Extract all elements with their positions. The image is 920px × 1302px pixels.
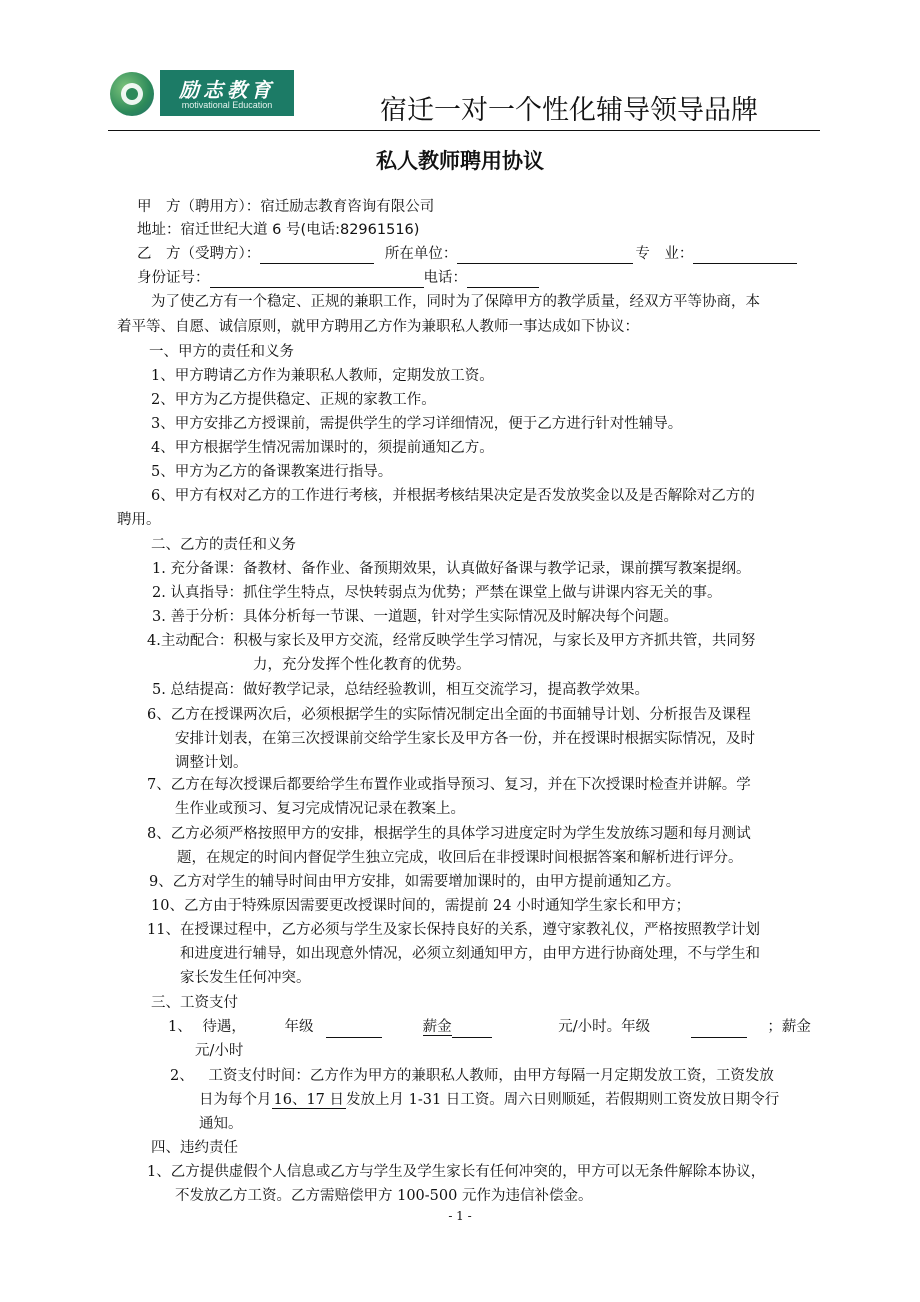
section2-item: 10、乙方由于特殊原因需要更改授课时间的，需提前 24 小时通知学生家长和甲方； bbox=[151, 898, 691, 914]
section1-item: 1、甲方聘请乙方作为兼职私人教师，定期发放工资。 bbox=[151, 368, 494, 384]
section2-heading: 二、乙方的责任和义务 bbox=[151, 537, 296, 553]
section2-item: 1. 充分备课：备教材、备作业、备预期效果，认真做好备课与教学记录，课前撰写教案提纲。 bbox=[152, 561, 751, 577]
pay-time-line-3: 通知。 bbox=[199, 1116, 243, 1132]
grade-blank-2[interactable] bbox=[691, 1021, 747, 1038]
section1-item: 4、甲方根据学生情况需加课时的，须提前通知乙方。 bbox=[151, 440, 494, 456]
section2-item: 8、乙方必须严格按照甲方的安排，根据学生的具体学习进度定时为学生发放练习题和每月测试 bbox=[147, 826, 751, 842]
salary-line bbox=[168, 1017, 811, 1038]
major-blank[interactable] bbox=[693, 247, 797, 264]
page-number: - 1 - bbox=[448, 1209, 472, 1223]
section4-item-cont: 不发放乙方工资。乙方需赔偿甲方 100-500 元作为违信补偿金。 bbox=[175, 1188, 593, 1204]
address-value: 宿迁世纪大道 6 号(电话:82961516) bbox=[180, 222, 420, 238]
section2-item: 3. 善于分析：具体分析每一节课、一道题，针对学生实际情况及时解决每个问题。 bbox=[152, 609, 678, 625]
salary-unit-2: 元/小时 bbox=[195, 1043, 244, 1059]
phone-label: 电话： bbox=[423, 270, 467, 286]
section4-heading: 四、违约责任 bbox=[151, 1140, 238, 1156]
pay-blank-1[interactable] bbox=[452, 1021, 492, 1038]
section2-item: 5. 总结提高：做好教学记录，总结经验教训，相互交流学习，提高教学效果。 bbox=[152, 682, 649, 698]
salary-a: 待遇， bbox=[202, 1019, 246, 1035]
pay-day-suffix: 发放上月 1-31 日工资。周六日则顺延，若假期则工资发放日期令行 bbox=[346, 1092, 780, 1108]
id-label: 身份证号： bbox=[137, 270, 210, 286]
party-a-label: 甲 方（聘用方）： bbox=[137, 199, 261, 215]
document-title: 私人教师聘用协议 bbox=[376, 149, 544, 173]
salary-grade-label-2: 。年级 bbox=[606, 1019, 651, 1035]
phone-blank[interactable] bbox=[467, 271, 539, 288]
section2-item: 11、在授课过程中，乙方必须与学生及家长保持良好的关系，遵守家教礼仪，严格按照教学计划 bbox=[147, 922, 760, 938]
section1-item-cont: 聘用。 bbox=[117, 512, 161, 528]
salary-grade-label: 年级 bbox=[284, 1019, 314, 1035]
pay-time-text: 工资支付时间：乙方作为甲方的兼职私人教师，由甲方每隔一月定期发放工资，工资发放 bbox=[208, 1068, 774, 1084]
logo bbox=[160, 70, 294, 116]
intro-line-1: 为了使乙方有一个稳定、正规的兼职工作，同时为了保障甲方的教学质量，经双方平等协商，本 bbox=[151, 294, 760, 310]
section2-item-cont: 力，充分发挥个性化教育的优势。 bbox=[253, 657, 471, 673]
pay-day-prefix: 日为每个月 bbox=[199, 1092, 272, 1108]
pay-time-num: 2、 bbox=[170, 1068, 194, 1084]
party-b-line bbox=[137, 244, 797, 264]
logo-english-text: motivational Education bbox=[181, 100, 273, 110]
header-slogan: 宿迁一对一个性化辅导领导品牌 bbox=[380, 95, 758, 126]
pay-day-value: 16、17 日 bbox=[273, 1092, 345, 1108]
section1-item: 5、甲方为乙方的备课教案进行指导。 bbox=[151, 464, 393, 480]
unit-label: 所在单位： bbox=[384, 246, 458, 262]
section3-heading: 三、工资支付 bbox=[151, 995, 238, 1011]
party-a-line bbox=[137, 197, 434, 217]
section2-item: 9、乙方对学生的辅导时间由甲方安排，如需要增加课时的，由甲方提前通知乙方。 bbox=[149, 874, 681, 890]
id-line bbox=[137, 268, 539, 288]
major-label: 专 业： bbox=[635, 246, 694, 262]
section2-item: 4.主动配合：积极与家长及甲方交流，经常反映学生学习情况，与家长及甲方齐抓共管，共同努 bbox=[147, 633, 756, 649]
section2-item-cont: 家长发生任何冲突。 bbox=[180, 970, 311, 986]
header-divider bbox=[108, 130, 820, 131]
logo-chinese-text: 励志教育 bbox=[179, 78, 275, 102]
section2-item-cont: 生作业或预习、复习完成情况记录在教案上。 bbox=[175, 801, 465, 817]
pay-time-line-1 bbox=[170, 1066, 774, 1086]
page-header bbox=[108, 66, 820, 132]
salary-num: 1、 bbox=[168, 1019, 192, 1035]
section2-item: 7、乙方在每次授课后都要给学生布置作业或指导预习、复习，并在下次授课时检查并讲解。学 bbox=[147, 777, 751, 793]
party-a-name: 宿迁励志教育咨询有限公司 bbox=[260, 199, 435, 215]
section1-heading: 一、甲方的责任和义务 bbox=[149, 344, 294, 360]
address-label: 地址： bbox=[137, 222, 181, 238]
section2-item-cont: 和进度进行辅导，如出现意外情况，必须立刻通知甲方，由甲方进行协商处理，不与学生和 bbox=[180, 946, 760, 962]
pay-time-line-2 bbox=[199, 1090, 779, 1110]
party-b-label: 乙 方（受聘方）： bbox=[137, 246, 261, 262]
section1-item: 6、甲方有权对乙方的工作进行考核，并根据考核结果决定是否发放奖金以及是否解除对乙方的 bbox=[151, 488, 755, 504]
section2-item: 6、乙方在授课两次后，必须根据学生的实际情况制定出全面的书面辅导计划、分析报告及课程 bbox=[147, 707, 751, 723]
unit-blank[interactable] bbox=[457, 247, 633, 264]
id-blank[interactable] bbox=[210, 271, 424, 288]
salary-pay-label-2: ；薪金 bbox=[767, 1019, 811, 1035]
section1-item: 2、甲方为乙方提供稳定、正规的家教工作。 bbox=[151, 392, 436, 408]
section4-item: 1、乙方提供虚假个人信息或乙方与学生及学生家长有任何冲突的，甲方可以无条件解除本协议， bbox=[147, 1164, 766, 1180]
logo-emblem-icon bbox=[110, 72, 154, 116]
party-b-name-blank[interactable] bbox=[260, 247, 374, 264]
section2-item-cont: 题，在规定的时间内督促学生独立完成，收回后在非授课时间根据答案和解析进行评分。 bbox=[177, 850, 743, 866]
salary-pay-label: 薪金 bbox=[422, 1019, 452, 1035]
grade-blank-1[interactable] bbox=[326, 1021, 382, 1038]
intro-line-2: 着平等、自愿、诚信原则，就甲方聘用乙方作为兼职私人教师一事达成如下协议： bbox=[117, 319, 639, 335]
salary-unit: 元/小时 bbox=[558, 1019, 607, 1035]
address-line bbox=[137, 220, 419, 240]
section1-item: 3、甲方安排乙方授课前，需提供学生的学习详细情况，便于乙方进行针对性辅导。 bbox=[151, 416, 683, 432]
section2-item: 2. 认真指导：抓住学生特点，尽快转弱点为优势；严禁在课堂上做与讲课内容无关的事。 bbox=[152, 585, 722, 601]
section2-item-cont: 调整计划。 bbox=[175, 755, 248, 771]
section2-item-cont: 安排计划表，在第三次授课前交给学生家长及甲方各一份，并在授课时根据实际情况，及时 bbox=[175, 731, 755, 747]
